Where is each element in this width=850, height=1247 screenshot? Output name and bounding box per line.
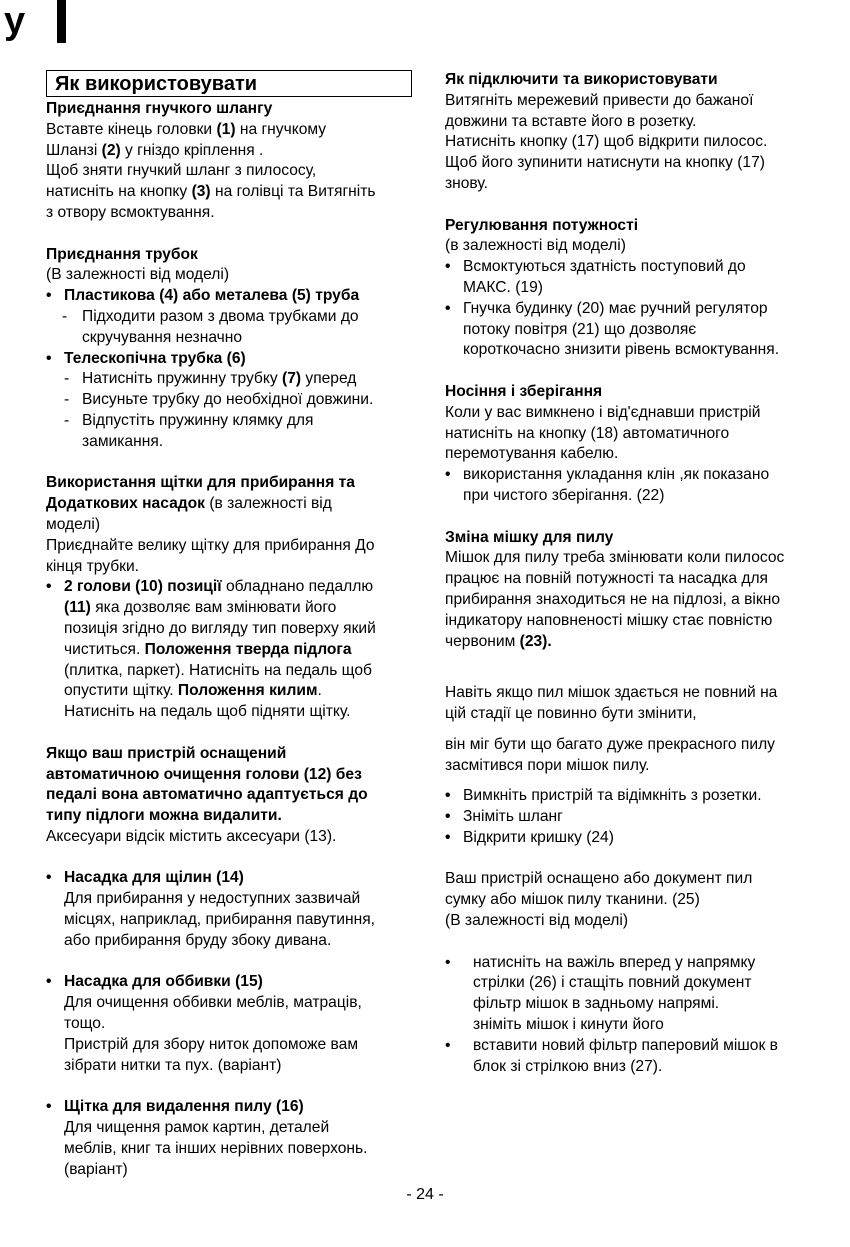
connect-text: Витягніть мережевий привести до бажаної [445,91,754,109]
upholstery-item: • Насадка для оббивки (15) Для очищення оббивки меблів, матраців, тощо. Пристрій для збору ниток допоможе вам зібрати нитки та пух. (варіант) [46,972,412,1076]
storage-text: перемотування кабелю. [445,445,619,463]
bag-note: він міг бути що багато дуже прекрасного пилу [445,735,775,753]
brush-heading-line: моделі) [46,515,101,533]
tube-step: - Висуньте трубку до необхідної довжини. [46,390,412,411]
left-column [46,70,412,1180]
bag-instruction: • вставити новий фільтр паперовий мішок в блок зі стрілкою вниз (27). [445,1036,817,1078]
connect-text: знову. [445,174,488,192]
power-item: • Гнучка будинку (20) має ручний регулятор потоку повітря (21) що дозволяє короткочасно знизити рівень всмоктування. [445,299,817,361]
tubes-heading: Приєднання трубок [46,245,198,263]
bag-text: Мішок для пилу треба змінювати коли пилосос [445,549,785,567]
connect-heading: Як підключити та використовувати [445,71,718,88]
bag-note: засмітився пори мішок пилу. [445,756,650,774]
power-note: (в залежності від моделі) [445,237,626,255]
tube-telescopic-item: • Телескопічна трубка (6) [46,349,412,370]
power-item: • Всмоктуються здатність поступовий до МАКС. (19) [445,257,817,299]
bag-text: прибирання знаходиться не на підлозі, а вікно [445,590,780,608]
tubes-note: (В залежності від моделі) [46,266,230,284]
storage-item: • використання укладання клін ,як показано при чистого зберігання. (22) [445,465,817,507]
hose-text-line: натисніть на кнопку (3) на голівці та Витягніть [46,183,376,201]
tube-plastic-item: • Пластикова (4) або металева (5) труба [46,286,412,307]
auto-text: Аксесуари відсік містить аксесуари (13). [46,827,337,845]
bag-text: індикатору наповненості мішку стає повністю [445,611,773,629]
auto-heading: типу підлоги можна видалити. [46,807,282,825]
tube-plastic-detail: - Підходити разом з двома трубками до скручування незначно [46,307,412,349]
bag-step: • Відкрити кришку (24) [445,828,817,849]
bag-text: працює на повній потужності та насадка для [445,570,768,588]
dusting-item: • Щітка для видалення пилу (16) Для чищення рамок картин, деталей меблів, книг та інших нерівних поверхонь. (варіант) [46,1097,412,1180]
hose-text-line: з отвору всмоктування. [46,203,215,221]
bag-text: сумку або мішок пилу тканини. (25) [445,891,700,909]
bag-text: Ваш пристрій оснащено або документ пил [445,870,753,888]
power-heading: Регулювання потужності [445,216,639,234]
connect-text: довжини та вставте його в розетку. [445,112,697,130]
bag-text: (В залежності від моделі) [445,912,629,930]
storage-heading: Носіння і зберігання [445,382,603,400]
hose-heading: Приєднання гнучкого шлангу [46,100,273,117]
page-number: - 24 - [406,1186,444,1203]
hose-text-line: Щоб зняти гнучкий шланг з пилососу, [46,162,317,180]
tube-step: - Натисніть пружинну трубку (7) уперед [46,369,412,390]
right-column [445,70,817,1077]
auto-heading: автоматичною очищення голови (12) без [46,765,362,783]
bag-step: • Вимкніть пристрій та відімкніть з розетки. [445,786,817,807]
section-title: Як використовувати [46,70,412,97]
bag-heading: Зміна мішку для пилу [445,528,614,546]
language-tag: у [4,0,26,42]
tube-step: - Відпустіть пружинну клямку для замикання. [46,411,412,453]
auto-heading: педалі вона автоматично адаптується до [46,786,368,804]
crevice-item: • Насадка для щілин (14) Для прибирання у недоступних зазвичай місцях, наприклад, прибирання павутиння, або прибирання бруду збоку дивана. [46,868,412,951]
connect-text: Щоб його зупинити натиснути на кнопку (17) [445,154,765,172]
storage-text: натисніть на кнопку (18) автоматичного [445,424,730,442]
storage-text: Коли у вас вимкнено і від'єднавши пристрій [445,403,761,421]
connect-text: Натисніть кнопку (17) щоб відкрити пилосос. [445,133,768,151]
brush-item: • 2 голови (10) позиції обладнано педаллю (11) яка дозволяє вам змінювати його позиція згідно до вигляду тип поверху який чиститься. Положення тверда підлога (плитка, паркет). Натисніть на педаль щоб опустити щітку. Положення килим. Натисніть на педаль щоб підняти щітку. [46,577,412,723]
hose-text-line: Шланзі (2) у гніздо кріплення . [46,141,264,159]
language-tag-bar [57,0,66,43]
bag-step: • Зніміть шланг [445,807,817,828]
auto-heading: Якщо ваш пристрій оснащений [46,744,287,762]
brush-heading-line: Додаткових насадок (в залежності від [46,495,332,513]
bag-instruction: • натисніть на важіль вперед у напрямку стрілки (26) і стащіть повний документ фільтр мішок в задньому напрямі. зніміть мішок і кинути його [445,953,817,1036]
bag-note: Навіть якщо пил мішок здається не повний на [445,684,778,702]
hose-text-line: Вставте кінець головки (1) на гнучкому [46,120,327,138]
brush-text: кінця трубки. [46,557,140,575]
bag-note: цій стадії це повинно бути змінити, [445,704,697,722]
bag-text: червоним (23). [445,632,552,650]
brush-heading: Використання щітки для прибирання та [46,474,355,492]
brush-text: Приєднайте велику щітку для прибирання До [46,536,375,554]
